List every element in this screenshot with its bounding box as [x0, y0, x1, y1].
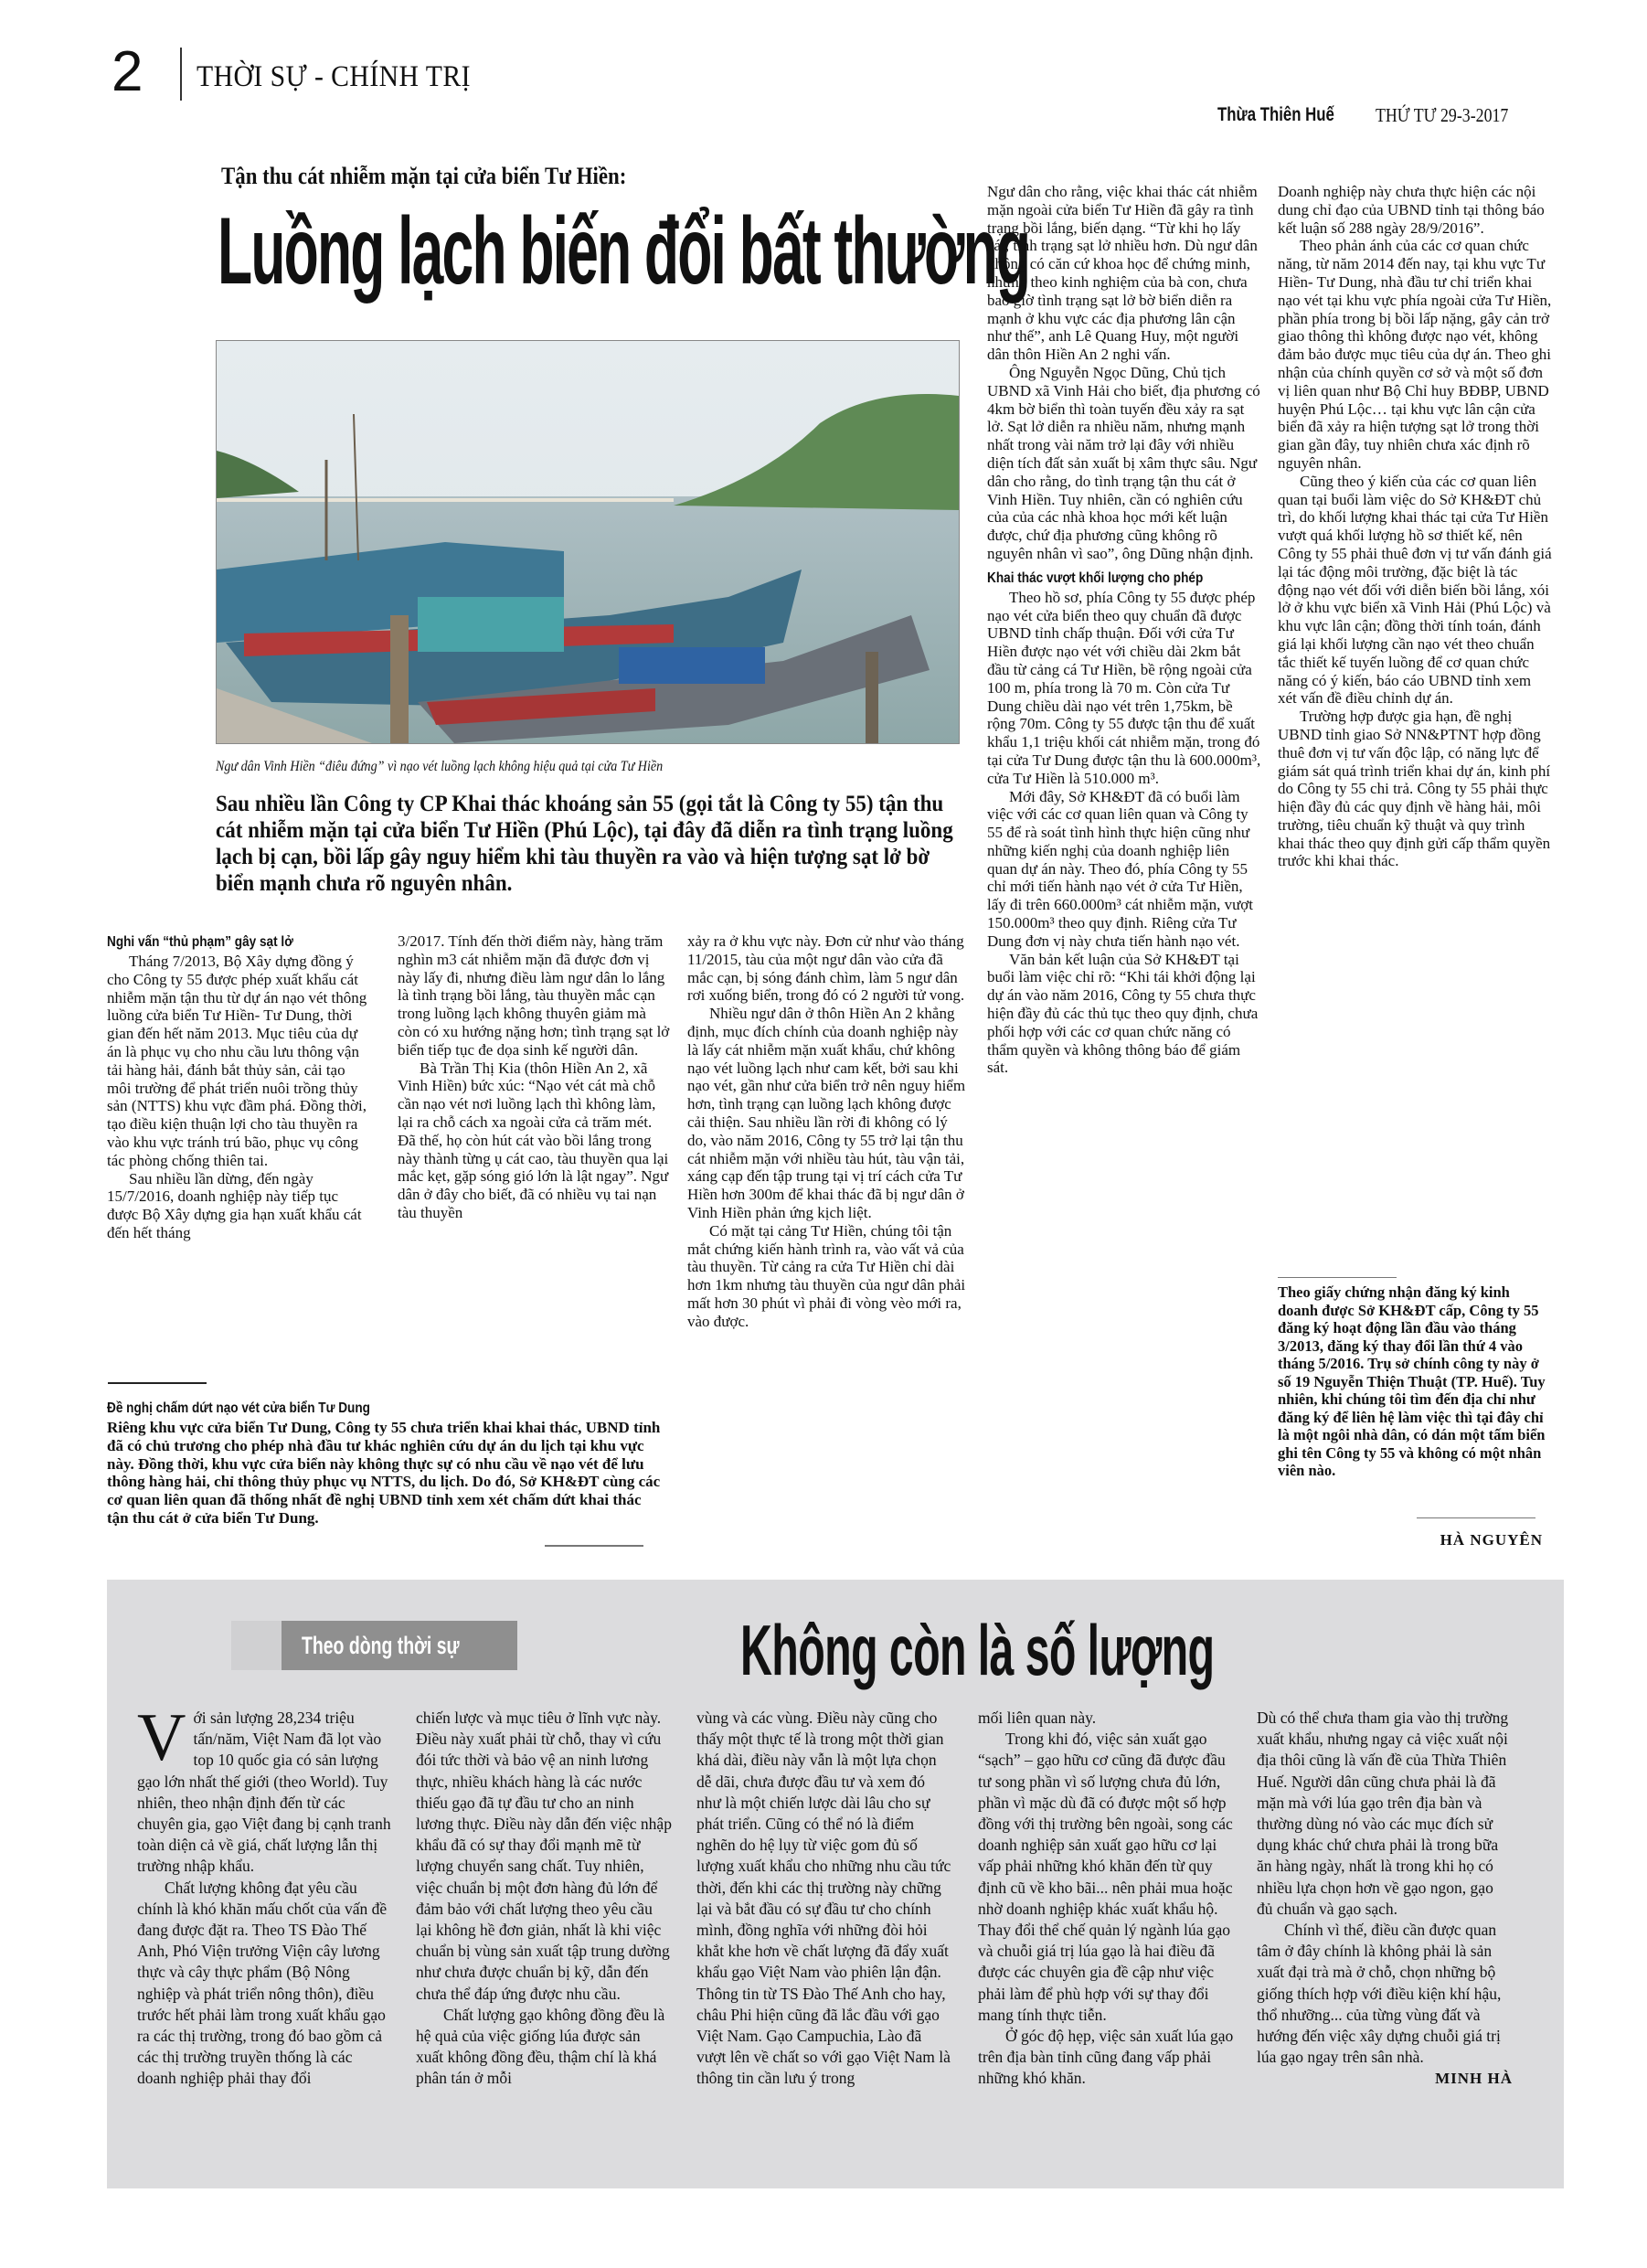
paragraph: ới sản lượng 28,234 triệu tấn/năm, Việt Nam đã lọt vào top 10 quốc gia có sản lượng gạo lớn nhất thế giới (theo World). Tuy nhiên, theo nhận định đến từ các chuyên gia, gạo Việt đang bị cạnh tranh toàn diện cả về giá, chất lượng lẫn thị trường nhập khẩu.: [137, 1709, 391, 1876]
paragraph: xảy ra ở khu vực này. Đơn cử như vào tháng 11/2015, tàu của một ngư dân vào cửa đã mắc cạn, bị sóng đánh chìm, làm 5 ngư dân rơi xuống biển, trong đó có 2 người tử vong.: [687, 932, 965, 1005]
article-column-3: [687, 932, 971, 1331]
sidebar-box: [107, 1399, 664, 1528]
opinion-column-5: [1257, 1708, 1513, 2090]
article-headline: Luồng lạch biến đổi bất thường: [218, 198, 1030, 304]
paragraph: Theo phản ánh của các cơ quan chức năng, từ năm 2014 đến nay, tại khu vực Tư Hiền- Tư Dung, nhà đầu tư chỉ triển khai nạo vét tại khu vực phía ngoài cửa Tư Hiền, phần phía trong bị bồi lấp nặng, gây cản trở giao thông thì không được nạo vét, không đảm bảo được mục tiêu của dự án. Theo ghi nhận của chính quyền cơ sở và một số đơn vị liên quan như Bộ Chỉ huy BĐBP, UBND huyện Phú Lộc… tại khu vực lân cận cửa biển đã xảy ra hiện tượng sạt lở trong thời gian gần đây, tuy nhiên chưa xác định rõ nguyên nhân.: [1278, 237, 1552, 472]
opinion-column-1: [137, 1700, 393, 2090]
boats-harbor-photo-icon: [217, 341, 959, 743]
paragraph: Ông Nguyễn Ngọc Dũng, Chủ tịch UBND xã Vinh Hải cho biết, địa phương có 4km bờ biển thì toàn tuyến đều xảy ra sạt lở. Sạt lở diễn ra nhiều năm, nhưng mạnh nhất trong vài năm trở lại đây với nhiều diện tích đất sản xuất bị xâm thực sâu. Ngư dân cho rằng, do tình trạng tận thu cát ở Vinh Hiền. Tuy nhiên, cần có nghiên cứu của của các nhà khoa học mới kết luận được, chứ địa phương cũng không rõ nguyên nhân vì sao”, ông Dũng nhận định.: [987, 363, 1260, 562]
paragraph: Văn bản kết luận của Sở KH&ĐT tại buổi làm việc chỉ rõ: “Khi tái khởi động lại dự án vào năm 2016, Công ty 55 chưa thực hiện đầy đủ các thủ tục theo quy định, chưa phối hợp với các cơ quan chức năng có thẩm quyền và không thông báo để giám sát.: [987, 950, 1259, 1077]
paragraph: Bà Trần Thị Kia (thôn Hiền An 2, xã Vinh Hiền) bức xúc: “Nạo vét cát mà chỗ cần nạo vét nơi luồng lạch thì không làm, lại ra chỗ cách xa ngoài cửa cả trăm mét. Đã thế, họ còn hút cát vào bồi lắng trong này thành từng ụ cát cao, tàu thuyền qua lại mắc kẹt, gặp sóng gió lớn là lật ngay”. Ngư dân ở đây cho biết, đã có nhiều vụ tai nạn tàu thuyền: [398, 1059, 669, 1221]
paragraph: Sau nhiều lần dừng, đến ngày 15/7/2016, doanh nghiệp này tiếp tục được Bộ Xây dựng gia hạn xuất khẩu cát đến hết tháng: [107, 1169, 362, 1241]
paragraph: Nhiều ngư dân ở thôn Hiền An 2 khẳng định, mục đích chính của doanh nghiệp này là lấy cát nhiễm mặn xuất khẩu, chứ không nạo vét luồng lạch như cam kết, bởi sau khi nạo vét, gần như cửa biển trở nên nguy hiểm hơn, tình trạng cạn luồng lạch không được cải thiện. Sau nhiều lần rời đi không có lý do, vào năm 2016, Công ty 55 trở lại tận thu cát nhiễm mặn với nhiều tàu hút, tàu vận tải, xáng cạp đến tập trung tại vị trí cách cửa Tư Hiền hơn 300m để khai thác đã bị ngư dân ở Vinh Hiền phản ứng kịch liệt.: [687, 1005, 966, 1221]
paragraph: 3/2017. Tính đến thời điểm này, hàng trăm nghìn m3 cát nhiễm mặn đã được đơn vị này lấy đi, nhưng điều làm ngư dân lo lắng là tình trạng bồi lắng, tàu thuyền mắc cạn trong luồng lạch không thuyên giảm mà còn có xu hướng nặng hơn; tình trạng sạt lở biển tiếp tục đe dọa sinh kế người dân.: [398, 932, 670, 1059]
article-kicker: Tận thu cát nhiễm mặn tại cửa biển Tư Hiền:: [221, 163, 627, 189]
divider: [1417, 1517, 1535, 1518]
divider: [545, 1545, 643, 1547]
column-tag-label: Theo dòng thời sự: [302, 1632, 460, 1659]
divider: [108, 1382, 207, 1384]
tag-accent: [231, 1621, 282, 1670]
paragraph: Doanh nghiệp này chưa thực hiện các nội dung chỉ đạo của UBND tỉnh tại thông báo kết luận số 288 ngày 28/9/2016”.: [1278, 183, 1545, 237]
paragraph: Chính vì thế, điều cần được quan tâm ở đây chính là không phải là sản xuất đại trà mà ở chỗ, chọn những bộ giống thích hợp với điều kiện khí hậu, thổ nhưỡng... của từng vùng đất và hướng đến việc xây dựng chuỗi giá trị lúa gạo ngay trên sân nhà.: [1257, 1921, 1502, 2067]
paragraph: Chất lượng gạo không đồng đều là hệ quả của việc giống lúa được sản xuất không đồng đều, thậm chí là khá phân tán ở mỗi: [416, 2005, 665, 2088]
paragraph: mối liên quan này.: [978, 1709, 1097, 1727]
article-column-4: [987, 183, 1261, 1077]
sidebar-text: Riêng khu vực cửa biển Tư Dung, Công ty 55 chưa triển khai khai thác, UBND tỉnh đã có chủ trương cho phép nhà đầu tư khác nghiên cứu dự án du lịch tại khu vực này. Đồng thời, khu vực cửa biển này không thực sự có nhu cầu về nạo vét để lưu thông hàng hải, chỉ thông thủy phục vụ NTTS, du lịch. Do đó, Sở KH&ĐT cùng các cơ quan liên quan đã thống nhất đề nghị UBND tỉnh xem xét chấm dứt khai thác tận thu cát ở cửa biển Tư Dung.: [107, 1419, 661, 1527]
paragraph: Trường hợp được gia hạn, đề nghị UBND tỉnh giao Sở NN&PTNT hợp đồng thuê đơn vị tư vấn độc lập, có năng lực để giám sát quá trình triển khai dự án, kinh phí do Công ty 55 chi trả. Công ty 55 phải thực hiện đầy đủ các quy định về hàng hải, môi trường, tiêu chuẩn kỹ thuật và quy trình khai thác theo quy định gửi cấp thẩm quyền trước khi khai thác.: [1278, 708, 1551, 870]
paragraph: Ngư dân cho rằng, việc khai thác cát nhiễm mặn ngoài cửa biển Tư Hiền đã gây ra tình trạng bồi lắng, biến dạng. “Từ khi họ lấy cát, tình trạng sạt lở nhiều hơn. Dù ngư dân không có căn cứ khoa học để chứng minh, nhưng theo kinh nghiệm của bà con, chưa bao giờ tình trạng sạt lở bờ biển diễn ra mạnh ở khu vực các địa phương lân cận như thế”, anh Lê Quang Huy, một người dân thôn Hiền An 2 nghi vấn.: [987, 183, 1258, 364]
article-photo: [216, 340, 960, 744]
issue-date: THỨ TƯ 29-3-2017: [1376, 104, 1509, 126]
paragraph: Cũng theo ý kiến của các cơ quan liên quan tại buổi làm việc do Sở KH&ĐT chủ trì, do khối lượng khai thác tại cửa Tư Hiền vượt quá khối lượng hồ sơ thiết kế, nên Công ty 55 phải thuê đơn vị tư vấn đánh giá lại tác động môi trường, đặc biệt là tác động nạo vét đối với diễn biến bồi lắng, xói lở ở khu vực biển xã Vinh Hải (Phú Lộc) và khu vực lân cận; đồng thời tính toán, đánh giá lại khối lượng cần nạo vét theo chuẩn tắc thiết kế tuyến luồng để cơ quan chức năng có ý kiến, báo cáo UBND tỉnh xem xét vấn đề điều chỉnh dự án.: [1278, 472, 1552, 708]
page-number: 2: [112, 40, 143, 103]
article-column-1: [107, 932, 372, 1242]
byline: HÀ NGUYÊN: [1440, 1531, 1543, 1549]
paragraph: Trong khi đó, việc sản xuất gạo “sạch” – gạo hữu cơ cũng đã được đầu tư song phần vì số lượng chưa đủ lớn, phần vì mặc dù đã có được một số hợp đồng với thị trường bên ngoài, song các doanh nghiệp sản xuất gạo hữu cơ lại vấp phải những khó khăn đến từ quy định cũ về kho bãi... nên phải mua hoặc nhờ doanh nghiệp khác xuất khẩu hộ. Thay đổi thể chế quản lý ngành lúa gạo và chuỗi giá trị lúa gạo là hai điều đã được các chuyên gia đề cập như việc phải làm để phù hợp với sự thay đổi mang tính thực tiễn.: [978, 1730, 1233, 2024]
paragraph: Mới đây, Sở KH&ĐT đã có buổi làm việc với các cơ quan liên quan và Công ty 55 để rà soát tình hình thực hiện cũng như những kiến nghị của doanh nghiệp liên quan dự án này. Theo đó, phía Công ty 55 chỉ mới tiến hành nạo vét ở cửa Tư Hiền, lấy đi trên 660.000m³ cát nhiễm mặn, vượt 150.000m³ theo quy định. Riêng cửa Tư Dung đơn vị này chưa tiến hành nạo vét.: [987, 787, 1253, 950]
section-title: THỜI SỰ - CHÍNH TRỊ: [197, 60, 471, 93]
paragraph: chiến lược và mục tiêu ở lĩnh vực này. Điều này xuất phải từ chỗ, thay vì cứu đói tức thời và bảo vệ an ninh lương thực, nhiều khách hàng là các nước thiếu gạo đã tự đầu tư cho an ninh lương thực. Điều này dẫn đến việc nhập khẩu đã có sự thay đổi mạnh mẽ từ lượng chuyển sang chất. Tuy nhiên, việc chuẩn bị một đơn hàng đủ lớn để đảm bảo với chất lượng theo yêu cầu lại không hề đơn giản, nhất là khi việc chuẩn bị vùng sản xuất tập trung dường như chưa được chuẩn bị kỹ, dẫn đến chưa thể đáp ứng được nhu cầu.: [416, 1709, 672, 2003]
paragraph: Chất lượng không đạt yêu cầu chính là khó khăn mấu chốt của vấn đề đang được đặt ra. Theo TS Đào Thế Anh, Phó Viện trưởng Viện cây lương thực và cây thực phẩm (Bộ Nông nghiệp và phát triển nông thôn), điều trước hết phải làm trong xuất khẩu gạo ra các thị trường, trong đó bao gồm cả các thị trường truyền thống là các doanh nghiệp phải thay đổi: [137, 1878, 388, 2088]
opinion-column-2: [416, 1708, 672, 2090]
opinion-column-3: [696, 1708, 952, 2090]
paragraph: Theo hồ sơ, phía Công ty 55 được phép nạo vét cửa biển theo quy chuẩn đã được UBND tỉnh chấp thuận. Đối với cửa Tư Hiền được nạo vét với chiều dài 2km bắt đầu từ cảng cá Tư Hiền, bề rộng ngoài cửa 100 m, phía trong là 70 m. Còn cửa Tư Dung chiều dài nạo vét trên 1,75km, bề rộng 70m. Công ty 55 được tận thu để xuất khẩu 1,1 triệu khối cát nhiễm mặn, trong đó tại cửa Tư Dung được tận thu là 600.000m³, cửa Tư Hiền là 510.000 m³.: [987, 588, 1261, 787]
paragraph: Ở góc độ hẹp, việc sản xuất lúa gạo trên địa bàn tỉnh cũng đang vấp phải những khó khăn.: [978, 2027, 1234, 2088]
paragraph: Tháng 7/2013, Bộ Xây dựng đồng ý cho Công ty 55 được phép xuất khẩu cát nhiễm mặn tận thu từ dự án nạo vét thông luồng cửa biển Tư Hiền- Tư Dung, thời gian đến hết năm 2013. Mục tiêu của dự án là phục vụ cho nhu cầu lưu thông vận tải hàng hải, đánh bắt thủy sản, cải tạo môi trường để phát triển nuôi trồng thủy sản (NTTS) khu vực đầm phá. Đồng thời, tạo điều kiện thuận lợi cho tàu thuyền ra vào khu vực tránh trú bão, phục vụ công tác phòng chống thiên tai.: [107, 953, 367, 1169]
header-divider: [180, 48, 182, 101]
paragraph: Có mặt tại cảng Tư Hiền, chúng tôi tận mắt chứng kiến hành trình ra, vào vất vả của tàu thuyền. Từ cảng ra cửa Tư Hiền chỉ dài hơn 1km nhưng tàu thuyền của ngư dân phải mất hơn 30 phút vì phải đi vòng vèo mới ra, vào được.: [687, 1221, 966, 1330]
divider: [1278, 1277, 1397, 1278]
subheading: Nghi vấn “thủ phạm” gây sạt lở: [107, 934, 293, 950]
byline: MINH HÀ: [1435, 2070, 1513, 2088]
article-lead: Sau nhiều lần Công ty CP Khai thác khoáng sản 55 (gọi tắt là Công ty 55) tận thu cát nhiễm mặn tại cửa biển Tư Hiền (Phú Lộc), tại đây đã diễn ra tình trạng luồng lạch bị cạn, bồi lấp gây nguy hiểm khi tàu thuyền ra vào và hiện tượng sạt lở bờ biển mạnh chưa rõ nguyên nhân.: [216, 792, 953, 896]
subheading: Đề nghị chấm dứt nạo vét cửa biển Tư Dung: [107, 1400, 370, 1416]
paragraph: Dù có thể chưa tham gia vào thị trường xuất khẩu, nhưng ngay cả việc xuất nội địa thôi cũng là vấn đề của Thừa Thiên Huế. Người dân cũng chưa phải là đã mặn mà với lúa gạo trên địa bàn và thường dùng nó vào các mục đích sử dụng khác chứ chưa phải là trong bữa ăn hàng ngày, nhất là trong khi họ có nhiều lựa chọn hơn về gạo ngon, gạo đủ chuẩn và gạo sạch.: [1257, 1709, 1509, 1918]
article-column-5: [1278, 183, 1552, 870]
paragraph: vùng và các vùng. Điều này cũng cho thấy một thực tế là trong một thời gian khá dài, điều này vẫn là một lựa chọn dễ dãi, chưa được đầu tư và xem đó như là một chiến lược dài lâu cho sự phát triển. Cũng có thể nó là điểm nghẽn do hệ lụy từ việc gom đủ số lượng xuất khẩu cho những nhu cầu tức thời, đến khi các thị trường này chững lại và bắt đầu có sự đầu tư cho chính mình, đồng nghĩa với những đòi hỏi khắt khe hơn về chất lượng đã đẩy xuất khẩu gạo Việt Nam vào phiên lận đận. Thông tin từ TS Đào Thế Anh cho hay, châu Phi hiện cũng đã lắc đầu với gạo Việt Nam. Gạo Campuchia, Lào đã vượt lên về chất so với gạo Việt Nam là thông tin cần lưu ý trong: [696, 1709, 951, 2088]
article-column-2: [398, 932, 672, 1222]
subheading: Khai thác vượt khối lượng cho phép: [987, 570, 1204, 586]
column-tag: [282, 1621, 517, 1670]
newspaper-name: Thừa Thiên Huế: [1217, 104, 1334, 125]
opinion-column-4: [978, 1708, 1234, 2090]
info-box: Theo giấy chứng nhận đăng ký kinh doanh được Sở KH&ĐT cấp, Công ty 55 đăng ký hoạt động lần đầu vào tháng 3/2013, đăng ký thay đổi lần thứ 4 vào tháng 5/2016. Trụ sở chính công ty này ở số 19 Nguyễn Thiện Thuật (TP. Huế). Tuy nhiên, khi chúng tôi tìm đến địa chỉ như đăng ký để liên hệ làm việc thì tại đây chỉ là một ngôi nhà dân, có dán một tấm biển ghi tên Công ty 55 và không có một nhân viên nào.: [1278, 1283, 1546, 1479]
opinion-headline: Không còn là số lượng: [740, 1610, 1215, 1690]
drop-cap: V: [137, 1700, 186, 1775]
photo-caption: Ngư dân Vinh Hiền “điêu đứng” vì nạo vét luồng lạch không hiệu quả tại cửa Tư Hiền: [216, 759, 664, 774]
